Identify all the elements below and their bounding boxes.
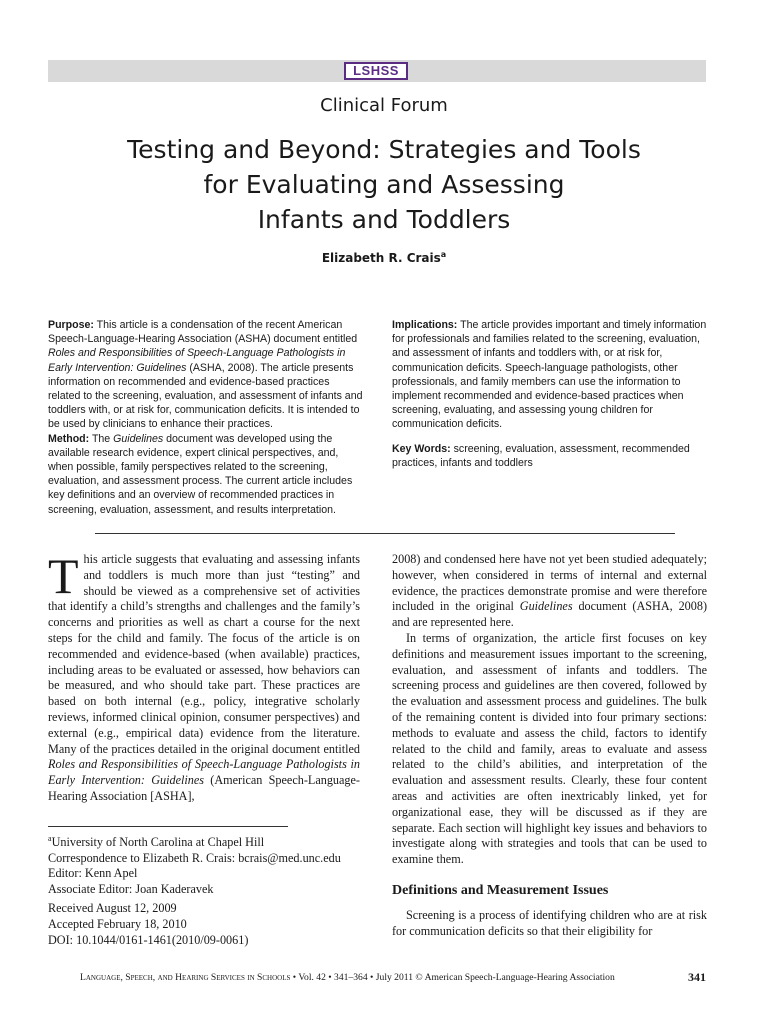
footnote-divider: [48, 826, 288, 827]
title-line-2: for Evaluating and Assessing: [203, 170, 565, 199]
title-line-3: Infants and Toddlers: [257, 205, 511, 234]
drop-cap: T: [48, 548, 79, 604]
title-line-1: Testing and Beyond: Strategies and Tools: [127, 135, 641, 164]
body-left-column: [48, 548, 360, 805]
article-footnote: [48, 831, 341, 948]
footnote-accepted: Accepted February 18, 2010: [48, 917, 187, 932]
body-right-column: [392, 552, 707, 868]
abstract-method: Method: The Guidelines document was developed using the available research evidence, expert clinical perspectives, and, when possible, family perspectives related to the screening, evaluation, and assessment process. The current article includes key definitions and an overview of recommended practices in screening, evaluation, assessment, and results interpretation.: [48, 432, 353, 516]
body-paragraph-3-container: [392, 908, 707, 940]
footnote-correspondence: Correspondence to Elizabeth R. Crais: bcrais@med.unc.edu: [48, 850, 341, 865]
page-footer: [80, 972, 615, 983]
journal-name: Language, Speech, and Hearing Services in Schools: [80, 972, 291, 983]
body-paragraph-3: Screening is a process of identifying children who are at risk for communication deficits so that their eligibility for: [392, 908, 707, 938]
footer-citation: • Vol. 42 • 341–364 • July 2011 © American Speech-Language-Hearing Association: [290, 972, 615, 983]
body-paragraph-1: 2008) and condensed here have not yet been studied adequately; however, when considered in terms of internal and external evidence, the practices demonstrate promise and were therefore included in the original Guidelines document (ASHA, 2008) and are represented here.: [392, 552, 707, 630]
abstract-keywords: Key Words: screening, evaluation, assessment, recommended practices, infants and toddlers: [392, 442, 690, 469]
author-name: Elizabeth R. Crais: [321, 251, 441, 265]
footnote-doi: DOI: 10.1044/0161-1461(2010/09-0061): [48, 932, 249, 947]
page-number: 341: [688, 970, 706, 984]
body-paragraph-2: In terms of organization, the article first focuses on key definitions and measurement issues important to the screening, evaluation, and assessment of infants and toddlers. The screening process and guidelines are then covered, followed by the evaluation and assessment process and guidelines. The bulk of the remaining content is divided into four primary sections: methods to evaluate and assess the child, factors to identify related to the child and family, areas to evaluate and assess related to the child’s abilities, and interpretation of the evaluation and assessment results. Clearly, these four content areas and activities are often inextricably linked, yet for organizational ease, they will be discussed as if they are separate. Each section will highlight key issues and behaviors to investigate along with strategies and tools that can be used to examine them.: [392, 630, 707, 867]
intro-paragraph: This article suggests that evaluating and assessing infants and toddlers is much more than just “testing” and should be viewed as a comprehensive set of activities that identify a child’s strengths and challenges and the family’s concerns and priorities as well as chart a course for the next steps for the child and family. The focus of the article is on recommended and evidence-based (when available) practices, including areas to be evaluated or assessed, how behaviors can be measured, and who should take part. These practices are based on both internal (e.g., policy, integrative scholarly reviews, informed clinical opinion, consumer perspectives) and external (e.g., empirical data) evidence from the literature. Many of the practices detailed in the original document entitled Roles and Responsibilities of Speech-Language Pathologists in Early Intervention: Guidelines (American Speech-Language-Hearing Association [ASHA],: [48, 548, 360, 803]
forum-label: Clinical Forum: [320, 95, 448, 116]
footnote-editor: Editor: Kenn Apel: [48, 866, 138, 881]
abstract-method-text: document was developed using the available research evidence, expert clinical perspectives, and, when possible, family perspectives related to the screening, evaluation, and assessment process. The current article includes key definitions and an overview of recommended practices in screening, evaluation, assessment, and results interpretation.: [48, 432, 353, 516]
author-line: [0, 250, 768, 265]
abstract-right-column: [392, 318, 707, 470]
author-affiliation-marker: a: [440, 250, 447, 259]
footnote-received: Received August 12, 2009: [48, 901, 177, 916]
journal-badge: LSHSS: [344, 62, 408, 80]
section-heading: Definitions and Measurement Issues: [392, 883, 609, 898]
abstract-left-column: [48, 318, 363, 517]
article-title: [0, 132, 768, 237]
abstract-purpose: Purpose: This article is a condensation of the recent American Speech-Language-Hearing Association (ASHA) document entitled Roles and Responsibilities of Speech-Language Pathologists in Early Intervention: Guidelines (ASHA, 2008). The article presents information on recommended and evidence-based practices related to the screening, evaluation, and assessment of infants and toddlers with, or at risk for, communication deficits. It is intended to be used by clinicians to enhance their practices.: [48, 319, 363, 431]
abstract-implications: Implications: The article provides important and timely information for professionals and families related to the screening, evaluation, and assessment of infants and toddlers with, or at risk for, communication deficits. Speech-language pathologists, other professionals, and family members can use the information to implement recommended and evidence-based practices when screening, evaluating, and assessing young children for communication deficits.: [392, 319, 707, 431]
footnote-affiliation: $^a$University of North Carolina at Chapel Hill: [48, 834, 265, 850]
footnote-associate-editor: Associate Editor: Joan Kaderavek: [48, 881, 214, 896]
abstract-divider: [95, 533, 675, 534]
